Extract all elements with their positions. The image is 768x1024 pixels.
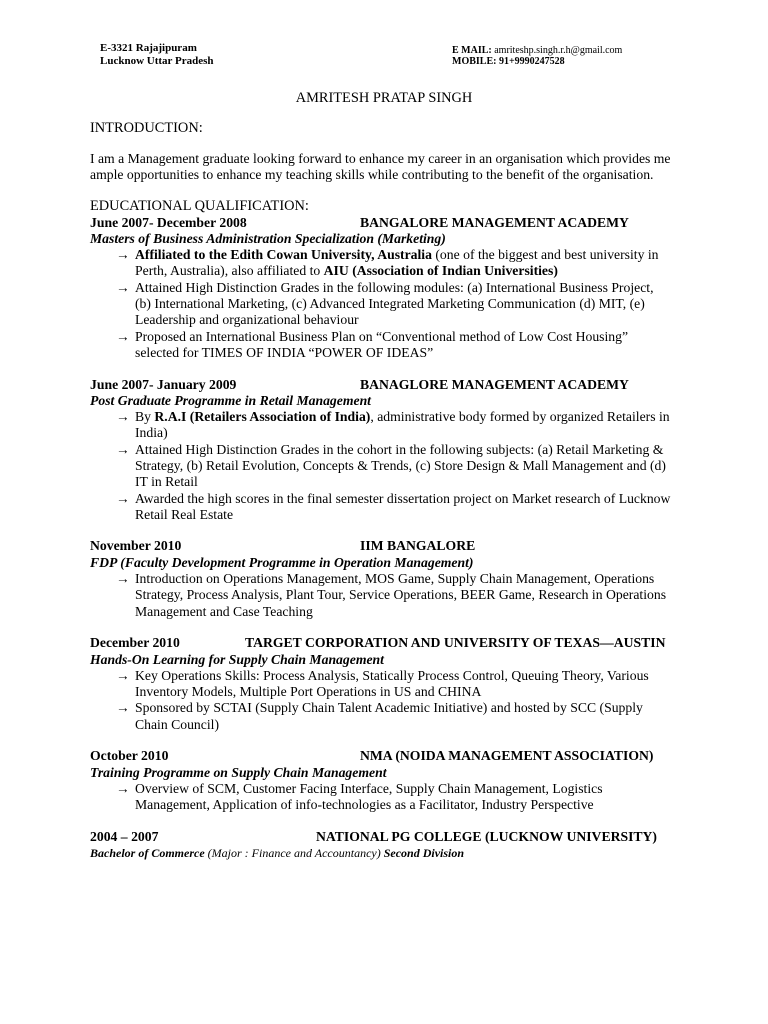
bullet-line: Attained High Distinction Grades in the following modules: (a) International Business Project, — [135, 279, 654, 295]
right-arrow-icon: → — [116, 279, 130, 295]
bullet-line: Inventory Models, Multiple Port Operations in US and CHINA — [135, 684, 482, 700]
introduction-paragraph — [90, 151, 678, 184]
education-entry — [90, 377, 678, 524]
entry-institution: IIM BANGALORE — [360, 538, 476, 554]
bullet-item — [90, 329, 678, 362]
paragraph-line: ample opportunities to enhance my teaching skills while contributing to the benefit of the organisation. — [90, 167, 654, 183]
bullet-line: Proposed an International Business Plan on “Conventional method of Low Cost Housing” — [135, 328, 629, 344]
bullet-item — [90, 781, 678, 814]
bullet-line — [135, 263, 678, 279]
email-address: amriteshp.singh.r.h@gmail.com — [494, 44, 623, 56]
bullet-item — [90, 409, 678, 442]
right-arrow-icon: → — [116, 441, 130, 457]
mobile-line — [452, 56, 622, 67]
bullet-line: Management, Application of info-technologies as a Facilitator, Industry Perspective — [135, 797, 594, 813]
degree-major: (Major : Finance and Accountancy) — [204, 846, 384, 861]
degree-name: Bachelor of Commerce — [90, 846, 205, 861]
entry-date: June 2007- December 2008 — [90, 214, 247, 230]
entry-header — [90, 829, 678, 845]
bullet-item — [90, 280, 678, 329]
right-arrow-icon: → — [116, 328, 130, 344]
bullet-line: Introduction on Operations Management, MOS Game, Supply Chain Management, Operations — [135, 571, 655, 587]
mobile-label: MOBILE: — [452, 55, 497, 67]
right-arrow-icon: → — [116, 667, 130, 683]
bullet-item — [90, 700, 678, 733]
bullet-line: Attained High Distinction Grades in the cohort in the following subjects: (a) Retail Marketing & — [135, 441, 664, 457]
bullet-text-bold: Affiliated to the Edith Cowan University, Australia — [135, 247, 432, 263]
bullet-line: (b) International Marketing, (c) Advanced Integrated Marketing Communication (d) MIT, (e) — [135, 296, 645, 312]
entry-header — [90, 635, 678, 651]
bullet-line — [135, 409, 678, 425]
bullet-line — [135, 247, 678, 263]
bullet-text: , administrative body formed by organized Retailers in — [370, 409, 670, 425]
email-line — [452, 45, 622, 56]
address-line: E-3321 Rajajipuram — [100, 41, 197, 54]
entry-programme: FDP (Faculty Development Programme in Operation Management) — [90, 554, 474, 570]
bullet-item — [90, 442, 678, 491]
address-line: Lucknow Uttar Pradesh — [100, 54, 214, 67]
education-entry — [90, 635, 678, 733]
entry-institution: NMA (NOIDA MANAGEMENT ASSOCIATION) — [360, 748, 654, 764]
bullet-line: Awarded the high scores in the final semester dissertation project on Market research of Lucknow — [135, 490, 671, 506]
entry-institution: NATIONAL PG COLLEGE (LUCKNOW UNIVERSITY) — [316, 828, 657, 844]
entry-date: December 2010 — [90, 635, 180, 651]
introduction-heading: INTRODUCTION: — [90, 119, 203, 136]
bullet-item — [90, 247, 678, 280]
bullet-text: Perth, Australia), also affiliated to — [135, 263, 324, 279]
contact-block — [452, 45, 622, 67]
bullet-text-bold: R.A.I (Retailers Association of India) — [154, 409, 371, 425]
education-heading: EDUCATIONAL QUALIFICATION: — [90, 198, 309, 215]
entry-header — [90, 215, 678, 231]
entry-programme: Training Programme on Supply Chain Management — [90, 764, 387, 780]
entry-programme: Masters of Business Administration Specialization (Marketing) — [90, 230, 446, 246]
bullet-line: selected for TIMES OF INDIA “POWER OF IDEAS” — [135, 344, 434, 360]
education-entry — [90, 748, 678, 813]
entry-date: June 2007- January 2009 — [90, 376, 237, 392]
bullet-line: Chain Council) — [135, 716, 220, 732]
entry-header — [90, 377, 678, 393]
bullet-item — [90, 571, 678, 620]
entry-header — [90, 748, 678, 764]
paragraph-line: I am a Management graduate looking forward to enhance my career in an organisation which provides me — [90, 150, 671, 166]
entry-date: 2004 – 2007 — [90, 828, 159, 844]
entry-programme: Hands-On Learning for Supply Chain Management — [90, 651, 384, 667]
entry-programme: Post Graduate Programme in Retail Management — [90, 392, 371, 408]
right-arrow-icon: → — [116, 700, 130, 716]
mobile-number: 91+9990247528 — [498, 55, 565, 67]
bullet-line: Strategy, Process Analysis, Plant Tour, Service Operations, BEER Game, Research in Operations — [135, 587, 667, 603]
bullet-line: Management and Case Teaching — [135, 603, 313, 619]
bullet-text: (one of the biggest and best university in — [431, 247, 659, 263]
bullet-line: India) — [135, 425, 168, 441]
right-arrow-icon: → — [116, 571, 130, 587]
degree-division: Second Division — [383, 846, 465, 861]
resume-body — [90, 90, 678, 861]
bullet-line: Retail Real Estate — [135, 506, 234, 522]
entry-institution: BANAGLORE MANAGEMENT ACADEMY — [360, 376, 629, 392]
education-entry — [90, 215, 678, 362]
bullet-line: Strategy, (b) Retail Evolution, Concepts & Trends, (c) Store Design & Mall Management and (d) — [135, 458, 666, 473]
bullet-line: Overview of SCM, Customer Facing Interface, Supply Chain Management, Logistics — [135, 780, 603, 796]
entry-institution: TARGET CORPORATION AND UNIVERSITY OF TEXAS—AUSTIN — [245, 635, 666, 651]
bullet-text-bold: AIU (Association of Indian Universities) — [323, 263, 558, 279]
bullet-line: Sponsored by SCTAI (Supply Chain Talent Academic Initiative) and hosted by SCC (Supply — [135, 700, 643, 716]
bullet-line: Key Operations Skills: Process Analysis, Statically Process Control, Queuing Theory, Various — [135, 667, 649, 683]
right-arrow-icon: → — [116, 490, 130, 506]
email-label: E MAIL: — [452, 44, 492, 56]
entry-header — [90, 538, 678, 554]
candidate-name: AMRITESH PRATAP SINGH — [295, 90, 473, 106]
bullet-line: Leadership and organizational behaviour — [135, 312, 359, 328]
bullet-item — [90, 668, 678, 701]
education-entry — [90, 538, 678, 619]
bullet-text: By — [135, 409, 155, 425]
bullet-item — [90, 491, 678, 524]
right-arrow-icon: → — [116, 780, 130, 796]
right-arrow-icon: → — [116, 409, 130, 425]
address-block — [100, 42, 213, 68]
education-entry — [90, 829, 678, 862]
bullet-line: IT in Retail — [135, 474, 198, 490]
entry-date: October 2010 — [90, 748, 169, 764]
entry-date: November 2010 — [90, 538, 182, 554]
right-arrow-icon: → — [116, 247, 130, 263]
entry-institution: BANGALORE MANAGEMENT ACADEMY — [360, 214, 629, 230]
entry-programme — [90, 845, 678, 861]
